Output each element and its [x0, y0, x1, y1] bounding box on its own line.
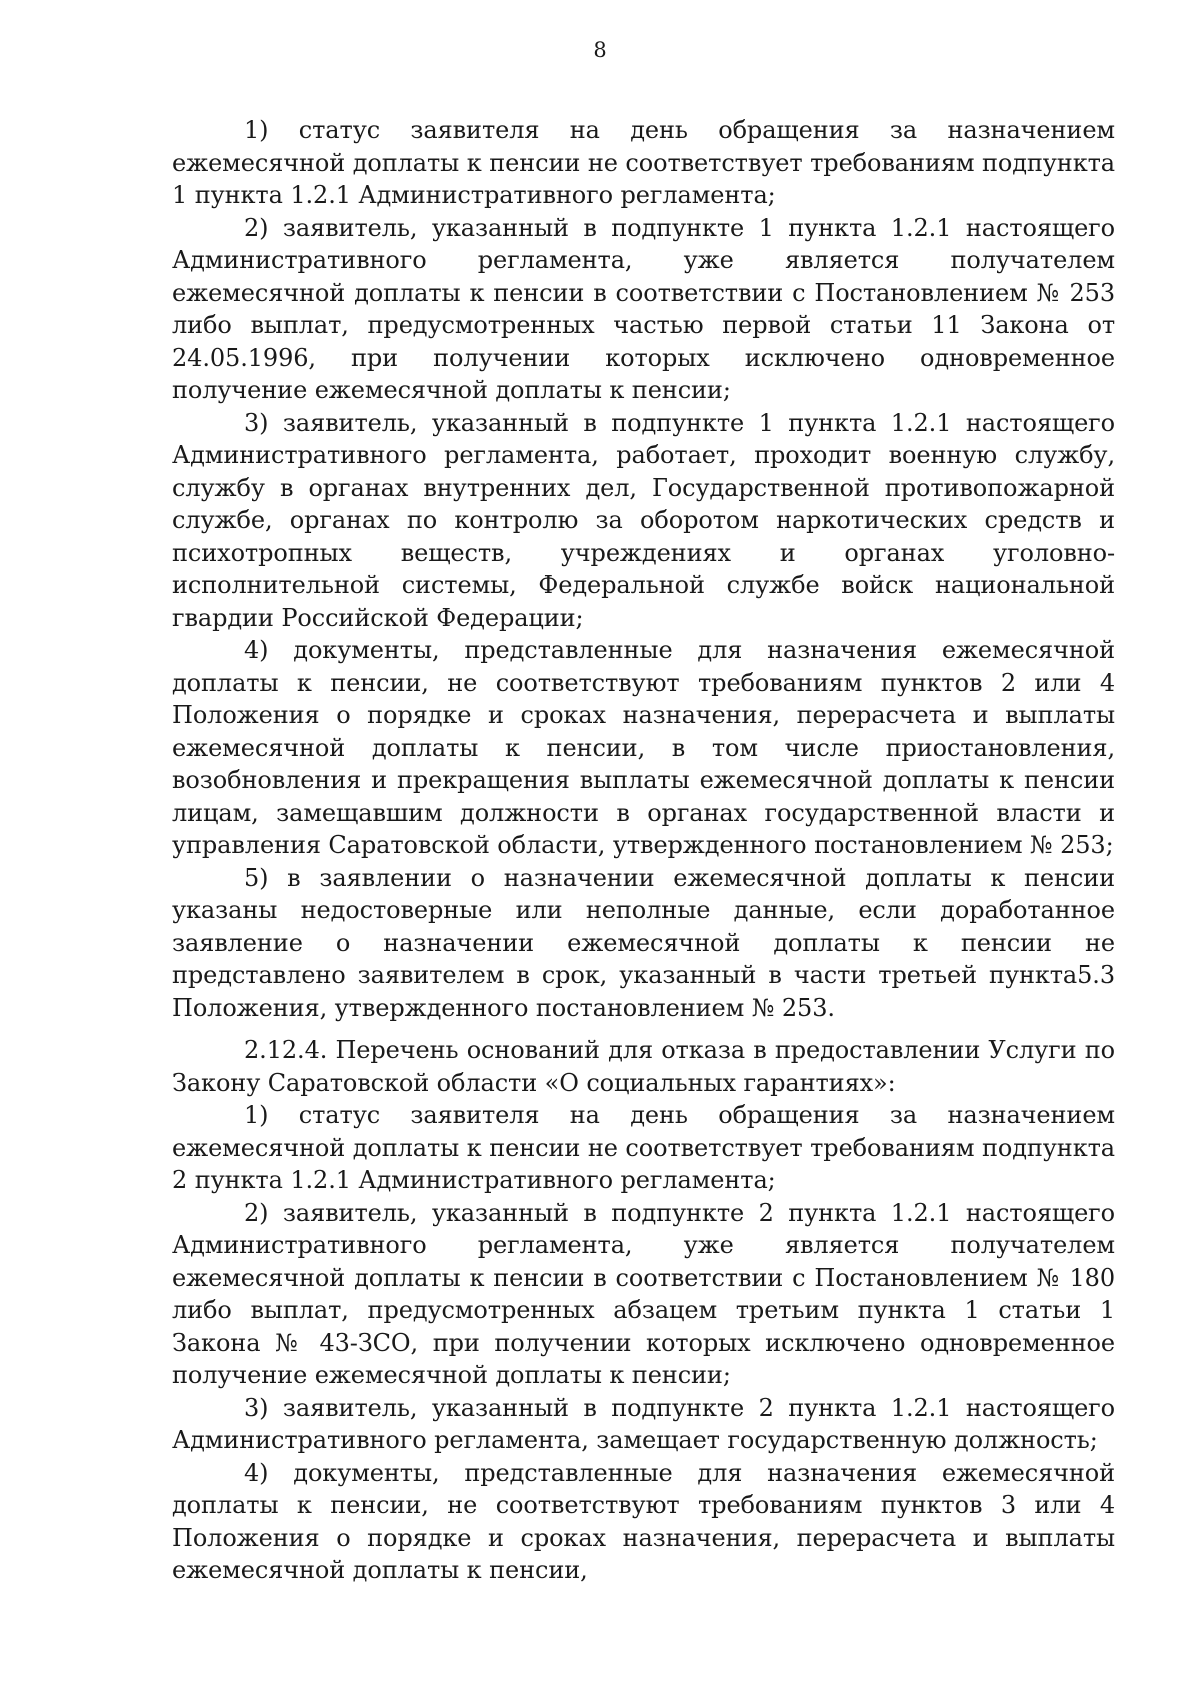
document-body [172, 114, 1115, 1587]
paragraph-1-3-employment: 3) заявитель, указанный в подпункте 1 пункта 1.2.1 настоящего Административного регламента, работает, проходит военную службу, службу в органах внутренних дел, Государственной противопожарной службе, органах по контролю за оборотом наркотических средств и психотропных веществ, учреждениях и органах уголовно-исполнительной системы, Федеральной службе войск национальной гвардии Российской Федерации; [172, 408, 1115, 632]
paragraph-1-4-documents: 4) документы, представленные для назначения ежемесячной доплаты к пенсии, не соответствуют требованиям пунктов 2 или 4 Положения о порядке и сроках назначения, перерасчета и выплаты ежемесячной доплаты к пенсии, в том числе приостановления, возобновления и прекращения выплаты ежемесячной доплаты к пенсии лицам, замещавшим должности в органах государственной власти и управления Саратовской области, утвержденного постановлением № 253; [172, 636, 1115, 859]
paragraph-2-4-documents: 4) документы, представленные для назначения ежемесячной доплаты к пенсии, не соответствуют требованиям пунктов 3 или 4 Положения о порядке и сроках назначения, перерасчета и выплаты ежемесячной доплаты к пенсии, [172, 1458, 1115, 1584]
section-heading-2-12-4: 2.12.4. Перечень оснований для отказа в предоставлении Услуги по Закону Саратовской области «О социальных гарантиях»: [172, 1036, 1115, 1097]
paragraph-2-1-status: 1) статус заявителя на день обращения за назначением ежемесячной доплаты к пенсии не соответствует требованиям подпункта 2 пункта 1.2.1 Административного регламента; [172, 1101, 1115, 1194]
paragraph-1-5-application-data: 5) в заявлении о назначении ежемесячной доплаты к пенсии указаны недостоверные или неполные данные, если доработанное заявление о назначении ежемесячной доплаты к пенсии не представлено заявителем в срок, указанный в части третьей пункта5.3 Положения, утвержденного постановлением № 253. [172, 863, 1115, 1022]
page-number: 8 [593, 38, 607, 62]
paragraph-2-2-recipient: 2) заявитель, указанный в подпункте 2 пункта 1.2.1 настоящего Административного регламента, уже является получателем ежемесячной доплаты к пенсии в соответствии с Постановлением № 180 либо выплат, предусмотренных абзацем третьим пункта 1 статьи 1 Закона № 43-ЗСО, при получении которых исключено одновременное получение ежемесячной доплаты к пенсии; [172, 1198, 1115, 1389]
paragraph-2-3-position: 3) заявитель, указанный в подпункте 2 пункта 1.2.1 настоящего Административного регламента, замещает государственную должность; [172, 1393, 1115, 1454]
paragraph-1-2-recipient: 2) заявитель, указанный в подпункте 1 пункта 1.2.1 настоящего Административного регламента, уже является получателем ежемесячной доплаты к пенсии в соответствии с Постановлением № 253 либо выплат, предусмотренных частью первой статьи 11 Закона от 24.05.1996, при получении которых исключено одновременное получение ежемесячной доплаты к пенсии; [172, 213, 1115, 404]
paragraph-1-1-status: 1) статус заявителя на день обращения за назначением ежемесячной доплаты к пенсии не соответствует требованиям подпункта 1 пункта 1.2.1 Административного регламента; [172, 116, 1115, 209]
